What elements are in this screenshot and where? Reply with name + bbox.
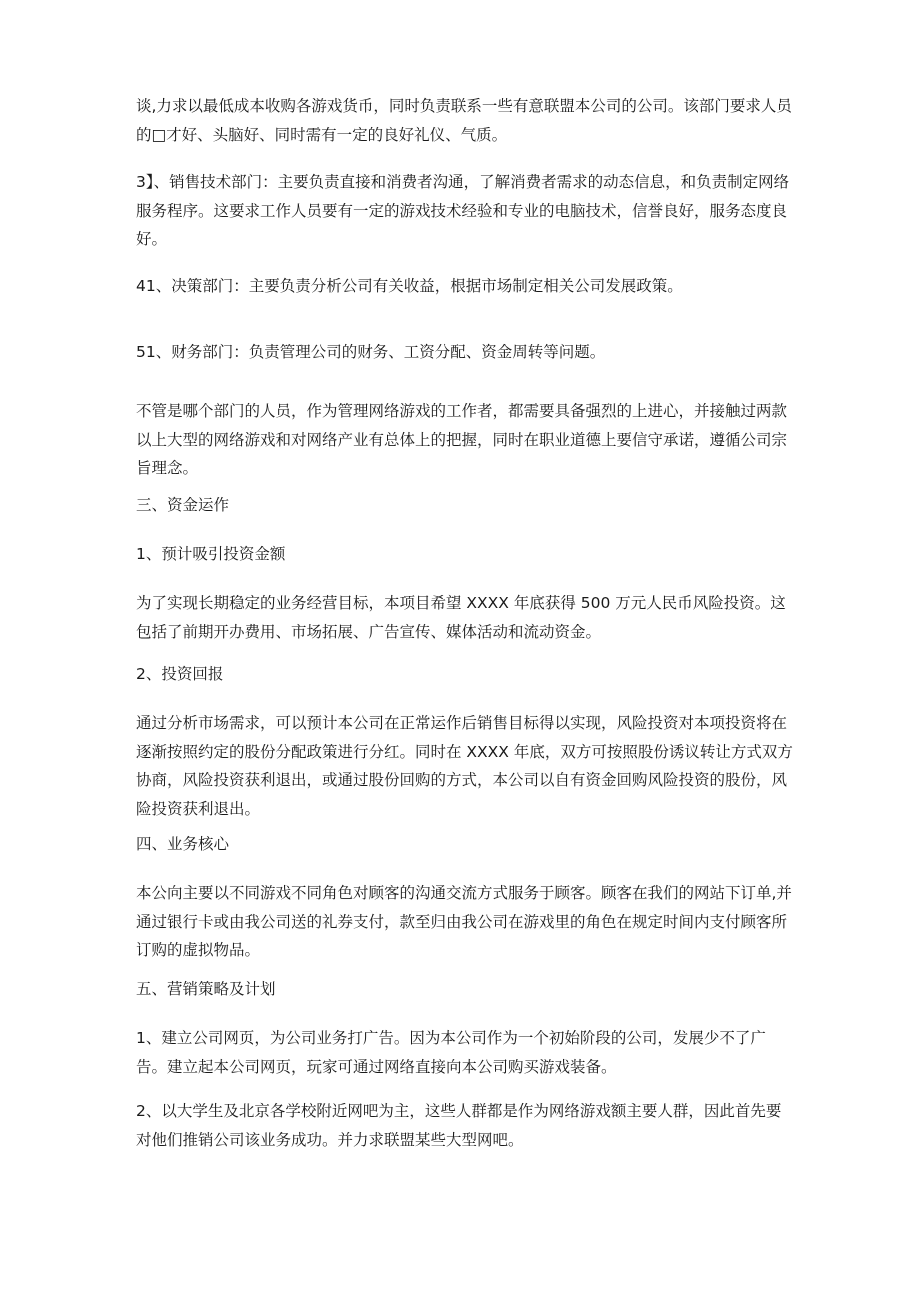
paragraph-decision-dept: 41、决策部门：主要负责分析公司有关收益，根据市场制定相关公司发展政策。 — [136, 277, 683, 295]
paragraph-finance-dept: 51、财务部门：负责管理公司的财务、工资分配、资金周转等问题。 — [136, 343, 606, 361]
heading-investment-return: 2、投资回报 — [136, 665, 224, 683]
heading-capital-operation: 三、资金运作 — [136, 496, 230, 514]
heading-core-business: 四、业务核心 — [136, 835, 230, 853]
paragraph-website-plan: 1、建立公司网页，为公司业务打广告。因为本公司作为一个初始阶段的公司，发展少不了广告。建立起本公司网页，玩家可通过网络直接向本公司购买游戏装备。 — [136, 1029, 766, 1076]
paragraph-core-business: 本公向主要以不同游戏不同角色对顾客的沟通交流方式服务于顾客。顾客在我们的网站下订单,并通过银行卡或由我公司送的礼券支付，款至归由我公司在游戏里的角色在规定时间内支付顾客所订购的虚拟物品。 — [136, 884, 792, 959]
paragraph-netcafe-plan: 2、以大学生及北京各学校附近网吧为主，这些人群都是作为网络游戏额主要人群，因此首先要对他们推销公司该业务成功。并力求联盟某些大型网吧。 — [136, 1102, 782, 1149]
paragraph-staff-requirements: 不管是哪个部门的人员，作为管理网络游戏的工作者，都需要具备强烈的上进心，并接触过两款以上大型的网络游戏和对网络产业有总体上的把握，同时在职业道德上要信守承诺，遵循公司宗旨理念。 — [136, 402, 788, 477]
paragraph-procurement-dept: 谈,力求以最低成本收购各游戏货币，同时负责联系一些有意联盟本公司的公司。该部门要求人员的□才好、头脑好、同时需有一定的良好礼仪、气质。 — [136, 97, 792, 144]
paragraph-investment-goal: 为了实现长期稳定的业务经营目标，本项目希望 XXXX 年底获得 500 万元人民币风险投资。这包括了前期开办费用、市场拓展、广告宣传、媒体活动和流动资金。 — [136, 594, 786, 641]
paragraph-return-details: 通过分析市场需求，可以预计本公司在正常运作后销售目标得以实现，风险投资对本项投资将在逐渐按照约定的股份分配政策进行分红。同时在 XXXX 年底，双方可按照股份诱议转让方式双方协商，风险投资获利退出，或通过股份回购的方式，本公司以自有资金回购风险投资的股份，风险投资获利退出。 — [136, 714, 793, 818]
paragraph-sales-tech-dept: 3】、销售技术部门：主要负责直接和消费者沟通，了解消费者需求的动态信息，和负责制定网络服务程序。这要求工作人员要有一定的游戏技术经验和专业的电脑技术，信誉良好，服务态度良好。 — [136, 173, 790, 248]
heading-expected-investment: 1、预计吸引投资金额 — [136, 545, 286, 563]
heading-marketing-strategy: 五、营销策略及计划 — [136, 980, 276, 998]
